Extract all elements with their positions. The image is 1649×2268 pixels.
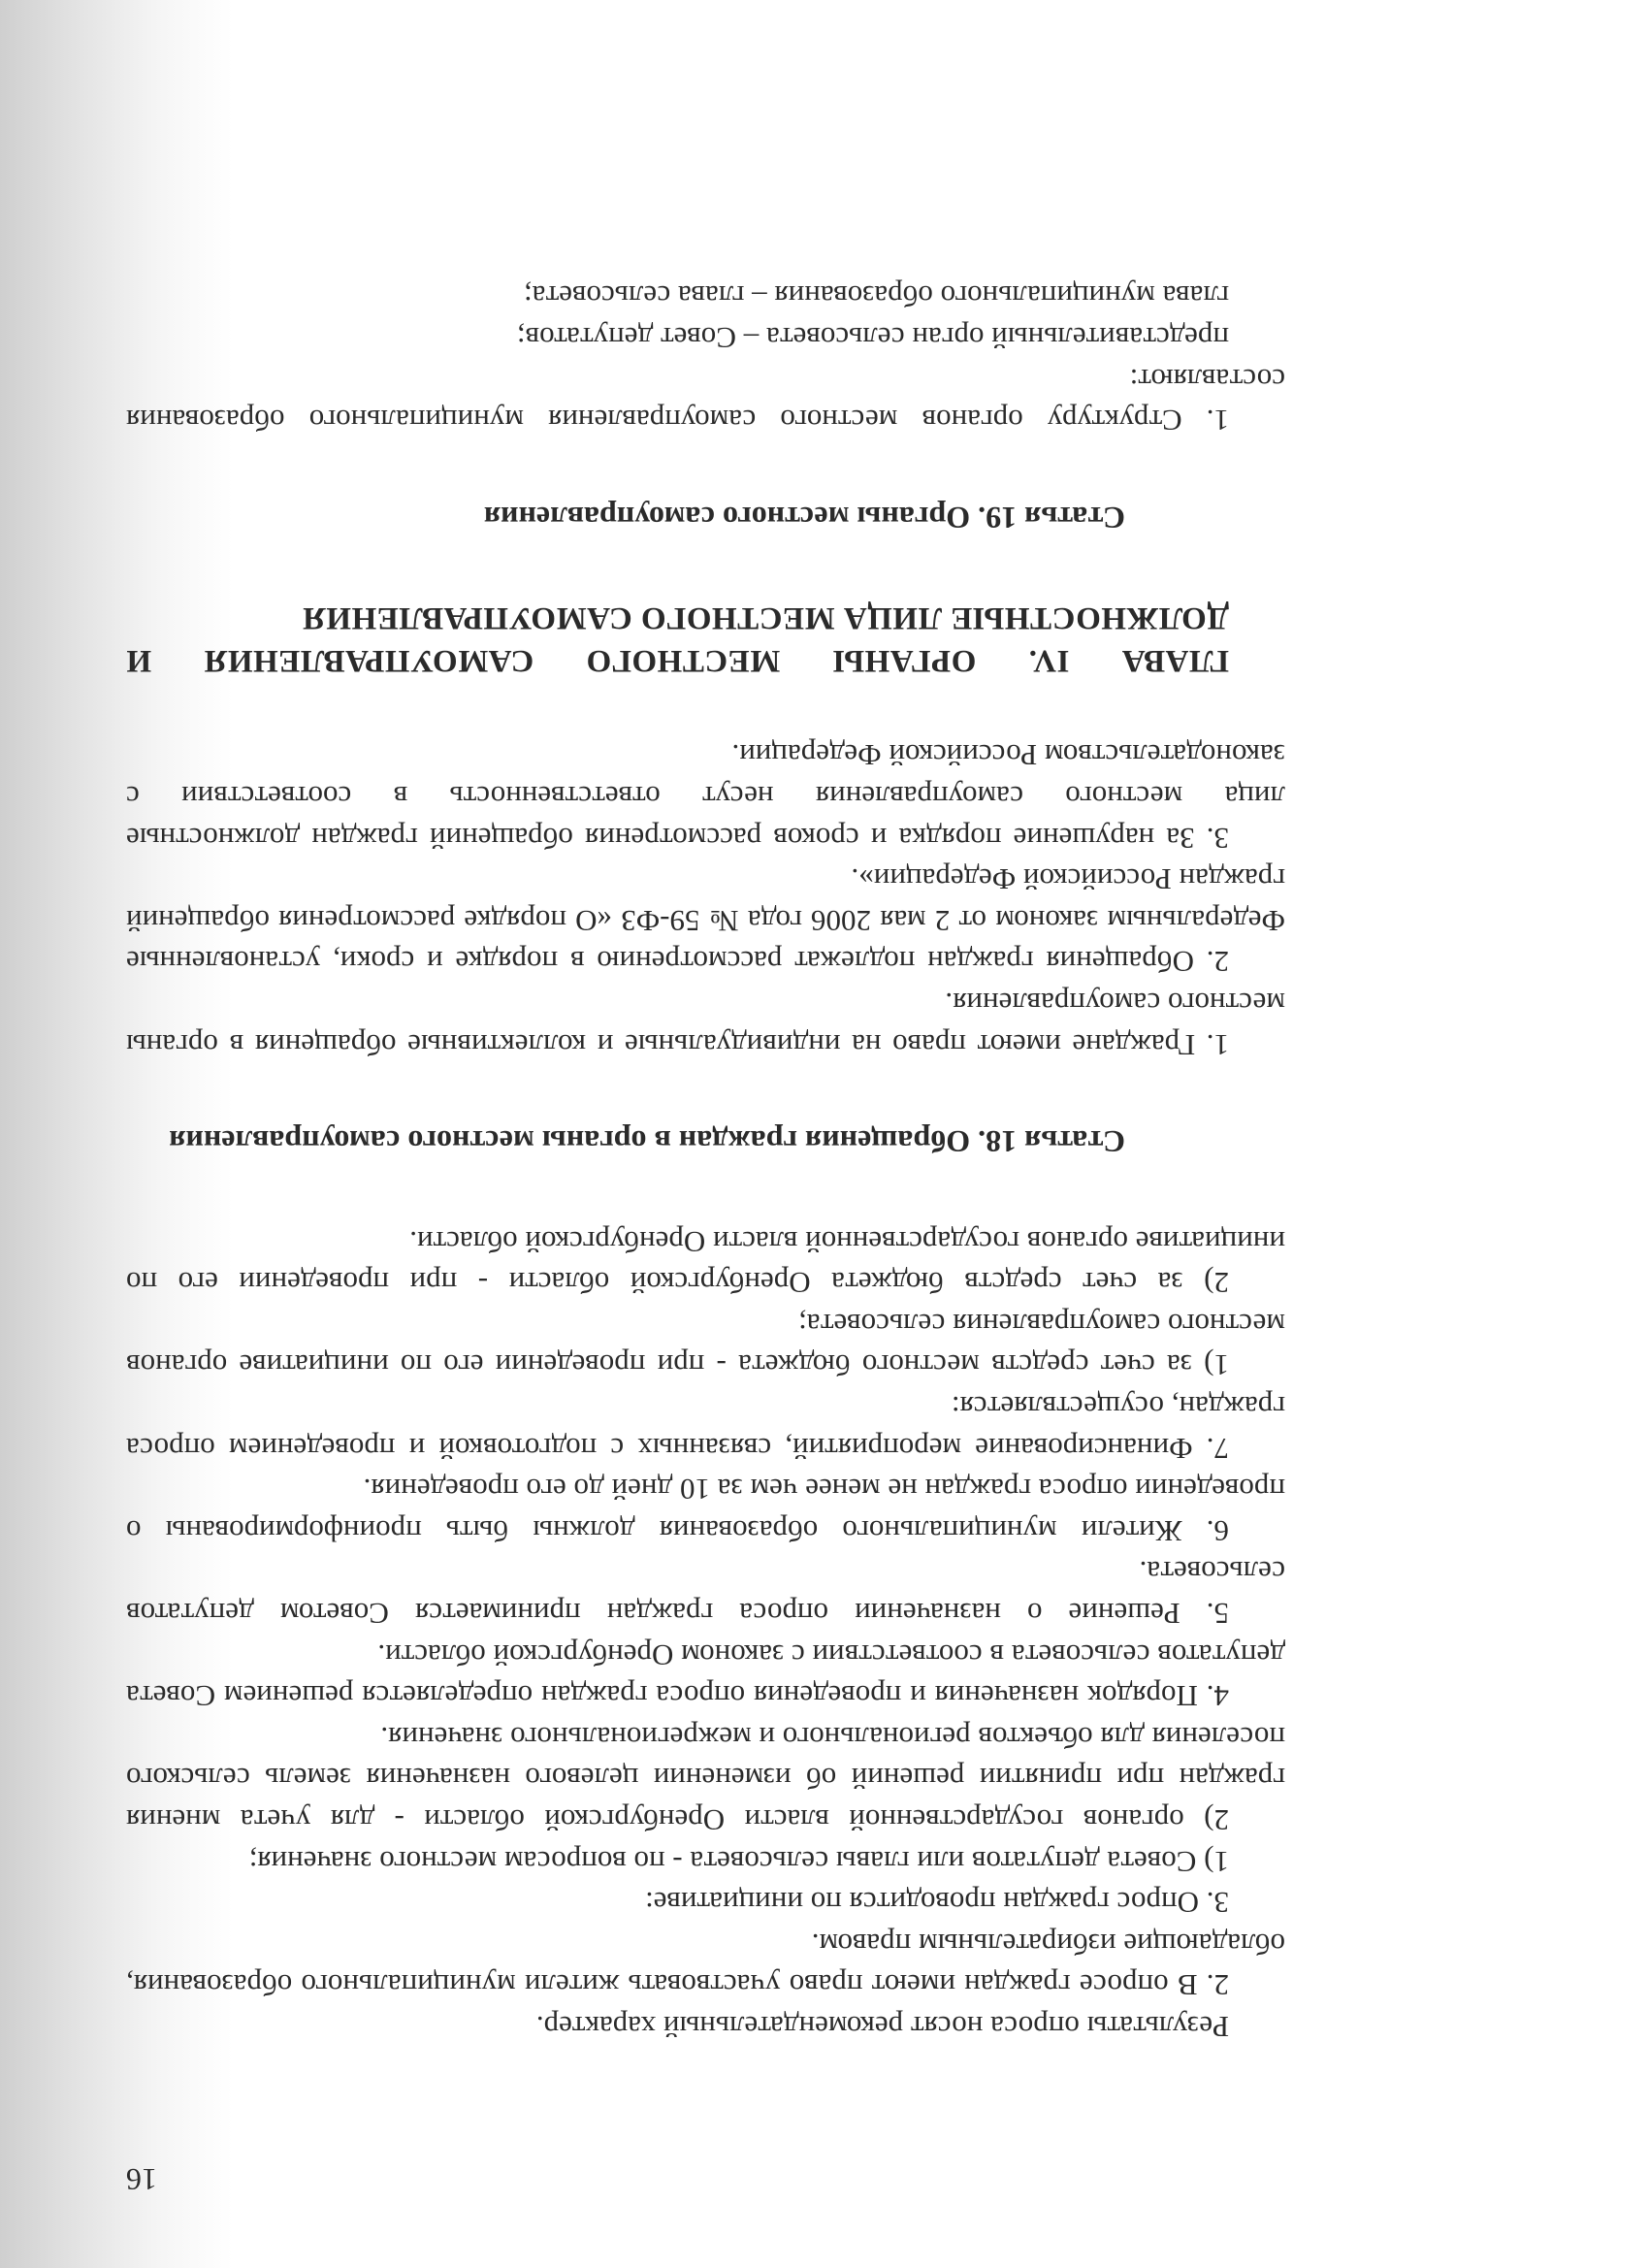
chapter-4-title: ГЛАВА IV. ОРГАНЫ МЕСТНОГО САМОУПРАВЛЕНИЯ И ДОЛЖНОСТНЫЕ ЛИЦА МЕСТНОГО САМОУПРАВЛЕНИЯ	[126, 599, 1229, 678]
paragraph-bodies-council: представительный орган сельсовета – Совет депутатов;	[516, 321, 1229, 355]
paragraph-survey-decision: 5. Решение о назначении опроса граждан принимается Советом депутатов сельсовета.	[126, 1555, 1285, 1632]
paragraph-appeals-liability: 3. За нарушение порядка и сроков рассмотрения обращений граждан должностные лица местного самоуправления несут ответственность в соответствии с законодательством Российской Федерации.	[126, 738, 1285, 856]
paragraph-appeals-right: 1. Граждане имеют право на индивидуальные и коллективные обращения в органы местного самоуправления.	[126, 986, 1285, 1062]
article-19-title: Статья 19. Органы местного самоуправления	[483, 500, 1125, 535]
paragraph-initiative-state: 2) органов государственной власти Оренбургской области - для учета мнения граждан при принятии решений об изменении целевого назначения земель сельского поселения для объектов регионального и межрегионального значения.	[126, 1720, 1285, 1838]
paragraph-survey-notice: 6. Жители муниципального образования должны быть проинформированы о проведении опроса граждан не менее чем за 10 дней до его проведения.	[126, 1473, 1285, 1548]
page-content	[126, 275, 1285, 2200]
page-number: 16	[126, 2162, 157, 2197]
paragraph-survey-procedure: 4. Порядок назначения и проведения опроса граждан определяется решением Совета депутатов сельсовета в соответствии с законом Оренбургской области.	[126, 1637, 1285, 1714]
paragraph-bodies-head: глава муниципального образования – глава сельсовета;	[523, 279, 1229, 314]
paragraph-survey-result: Результаты опроса носят рекомендательный характер.	[535, 2010, 1229, 2044]
paragraph-funding-regional: 2) за счет средств бюджета Оренбургской области - при проведении его по инициативе органов государственной власти Оренбургской области.	[126, 1224, 1285, 1301]
article-18-title: Статья 18. Обращения граждан в органы местного самоуправления	[169, 1124, 1125, 1160]
paragraph-initiative-council: 1) Совета депутатов или главы сельсовета - по вопросам местного значения;	[248, 1844, 1229, 1879]
paragraph-bodies-structure: 1. Структуру органов местного самоуправления муниципального образования составляют:	[126, 362, 1285, 438]
paragraph-appeals-procedure: 2. Обращения граждан подлежат рассмотрению в порядке и сроки, установленные Федеральным законом от 2 мая 2006 года № 59-ФЗ «О порядке рассмотрения обращений граждан Российской Федерации».	[126, 862, 1285, 980]
paragraph-survey-funding: 7. Финансирование мероприятий, связанных с подготовкой и проведением опроса граждан, осуществляется:	[126, 1390, 1285, 1466]
paragraph-survey-participants: 2. В опросе граждан имеют право участвовать жители муниципального образования, обладающие избирательным правом.	[126, 1927, 1285, 2003]
paragraph-survey-initiative: 3. Опрос граждан проводится по инициативе:	[645, 1886, 1229, 1921]
paragraph-funding-local: 1) за счет средств местного бюджета - при проведении его по инициативе органов местного самоуправления сельсовета;	[126, 1307, 1285, 1383]
